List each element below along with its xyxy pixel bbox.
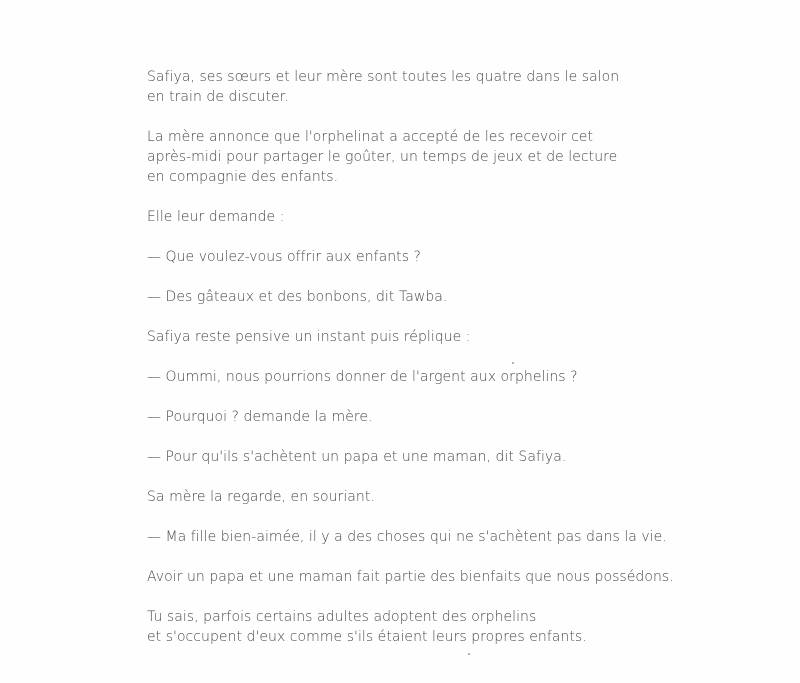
paragraph xyxy=(147,327,707,347)
story-text xyxy=(147,67,707,667)
text-line: en train de discuter. xyxy=(147,89,289,105)
dialogue-line xyxy=(147,287,707,307)
text-line: — Pour qu'ils s'achètent un papa et une maman, dit Safiya. xyxy=(147,449,567,465)
dialogue-line xyxy=(147,447,707,467)
scan-speck xyxy=(512,362,514,364)
text-line: après-midi pour partager le goûter, un temps de jeux et de lecture xyxy=(147,149,618,165)
text-line: et s'occupent d'eux comme s'ils étaient leurs propres enfants. xyxy=(147,629,587,645)
dialogue-line xyxy=(147,407,707,427)
paragraph xyxy=(147,207,707,227)
dialogue-line xyxy=(147,527,707,547)
paragraph xyxy=(147,487,707,507)
text-line: — Que voulez-vous offrir aux enfants ? xyxy=(147,249,422,265)
text-line: Avoir un papa et une maman fait partie des bienfaits que nous possédons. xyxy=(147,569,674,585)
paragraph xyxy=(147,567,707,587)
text-line: Elle leur demande : xyxy=(147,209,285,225)
text-line: La mère annonce que l'orphelinat a accepté de les recevoir cet xyxy=(147,129,594,145)
text-line: Tu sais, parfois certains adultes adoptent des orphelins xyxy=(147,609,537,625)
paragraph xyxy=(147,607,707,647)
paragraph xyxy=(147,67,707,107)
text-line: — Oummi, nous pourrions donner de l'argent aux orphelins ? xyxy=(147,369,578,385)
text-line: — Ma fille bien-aimée, il y a des choses qui ne s'achètent pas dans la vie. xyxy=(147,529,667,545)
text-line: en compagnie des enfants. xyxy=(147,169,339,185)
text-line: Safiya reste pensive un instant puis réplique : xyxy=(147,329,471,345)
dialogue-line xyxy=(147,367,707,387)
paragraph xyxy=(147,127,707,187)
text-line: — Pourquoi ? demande la mère. xyxy=(147,409,373,425)
text-line: Sa mère la regarde, en souriant. xyxy=(147,489,375,505)
text-line: Safiya, ses sœurs et leur mère sont toutes les quatre dans le salon xyxy=(147,69,620,85)
scan-speck xyxy=(468,653,470,655)
dialogue-line xyxy=(147,247,707,267)
text-line: — Des gâteaux et des bonbons, dit Tawba. xyxy=(147,289,448,305)
